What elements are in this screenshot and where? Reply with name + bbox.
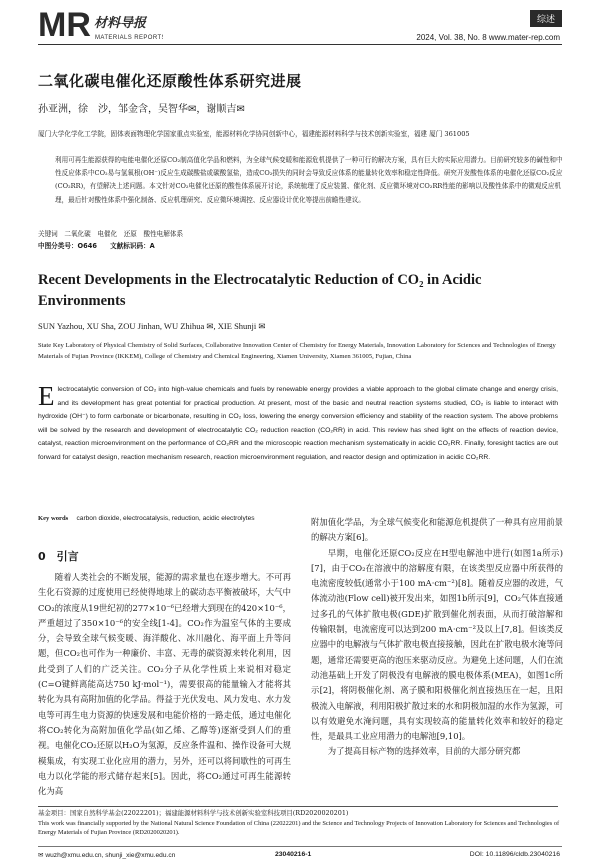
issue-info: 2024, Vol. 38, No. 8 www.mater-rep.com [416,33,560,42]
funding-footnote [38,809,560,838]
classification-chinese: 中图分类号：O646 文献标识码：A [38,242,155,250]
page-number: 23040216-1 [275,851,312,858]
logo-cn: 材料导报 [94,16,147,31]
corresponding-email: ✉ wuzh@xmu.edu.cn, shunji_xie@xmu.edu.cn [38,852,176,859]
keywords-english-list: carbon dioxide, electrocatalysis, reduction, acidic electrolytes [76,515,255,522]
body-column-right [311,515,563,760]
affiliation-english: State Key Laboratory of Physical Chemistry of Solid Surfaces, Collaborative Innovation Center of Chemistry for Energy Materials, Innovation Laboratory for Sciences and Technologies of Energy Materials of Fujian Province (IKKEM), College of Chemistry and Chemical Engineering, Xiamen University, Xiamen 361005, Fujian, China [38,342,556,361]
authors-chinese: 孙亚洲，徐 沙，邹金含，吴智华✉，谢顺吉✉ [38,104,245,115]
affiliation-chinese: 厦门大学化学化工学院，固体表面物理化学国家重点实验室，能源材料化学协同创新中心，福建能源材料科学与技术创新实验室，福建 厦门 361005 [38,130,470,138]
keywords-english-label: Key words [38,515,69,522]
body-column-left [38,570,291,799]
paragraph: 早期，电催化还原CO₂反应在H型电解池中进行(如图1a所示)[7]，由于CO₂在溶液中的溶解度有限，在该类型反应器中所获得的电流密度较低(通常小于100 mA·cm⁻²)[8]。随着反应器的改进，气体流动池(Flow cell)被开发出来，如图1b所示[9]，CO₂气体直接通过多孔的气体扩散电极(GDE)扩散到催化剂表面，从而打破溶解和传输限制，电流密度可以达到200 mA·cm⁻²及以上[7,8]。但该类反应器中的电解液与气体扩散电极直接接触，因此在扩散电极水淹等问题，通常还需要更高的泡压来驱动反应。为避免上述问题，人们在流动池基础上开发了阴极没有电解液的膜电极体系(MEA)，如图1c所示[2]，将阴极催化剂、离子膜和阳极催化剂直接热压在一起，且阳极流入电解液，利用阳极扩散过来的水和阴极加湿的水作为氢源，可以有效避免水淹问题，具有实现较高的能量转化效率和较好的稳定性，是最具工业应用潜力的电解池[9,10]。 [311,547,563,742]
abstract-english [38,383,558,465]
keywords-chinese: 关键词 二氧化碳 电催化 还原 酸性电解体系 [38,230,184,238]
authors-english: SUN Yazhou, XU Sha, ZOU Jinhan, WU Zhihua ✉, XIE Shunji ✉ [38,321,266,331]
paragraph: 为了提高目标产物的选择效率，目前的大部分研究都 [327,746,521,757]
abstract-english-text: lectrocatalytic conversion of CO₂ into high-value chemicals and fuels by renewable energy provides a viable approach to the global climate change and energy crisis, and its development has great potential for practical production. At present, most of the basic and neutral reaction systems studied, CO₂ is liable to interact with hydroxide (OH⁻) to form carbonate or bicarbonate, resulting in CO₂ loss, lowering the energy conversion efficiency and stability of the reaction system. The above problems will be solved by the research and development of electrocatalytic CO₂ reduction reaction (CO₂RR) in acid. This review has shed light on the effects of reaction device, catalyst, reaction microenvironment on the performance of CO₂RR and the microscopic reaction mechanism systematically in acidic CO₂RR. Finally, foresight tactics are out forward for catalyst design, reaction mechanism research, reaction microenvironment regulation, and reactor design and optimization in acidic CO₂RR. [38,386,558,461]
footnote-divider [38,806,558,807]
funding-en: This work was financially supported by the National Natural Science Foundation of China (22022201) and the Science and Technology Projects of Innovation Laboratory for Sciences and Technologies of Energy Materials of Fujian Province (RD2020020201). [38,819,560,837]
logo-en: MATERIALS REPORTS [95,35,163,41]
paragraph: 附加值化学品，为全球气候变化和能源危机提供了一种具有应用前景的解决方案[6]。 [311,517,563,543]
header-divider [38,44,562,45]
section-badge: 综述 [530,10,562,27]
journal-logo [38,5,163,47]
abstract-chinese: 利用可再生能源获得的电能电催化还原CO₂制高值化学品和燃料，为全球气候变暖和能源危机提供了一种可行的解决方案，具有巨大的实际应用潜力。目前研究较多的碱性和中性反应体系中CO₂易与氢氧根(OH⁻)反应生成碳酸盐或碳酸氢盐，造成CO₂损失的同时会导致反应体系的能量转化效率和稳定性降低。研究开发酸性体系的电催化还原CO₂反应(CO₂RR)，有望解决上述问题。本文针对CO₂电催化还原的酸性体系展开讨论，系统梳理了反应装置、催化剂、反应微环境对CO₂RR性能的影响以及酸性体系中的微观反应机理，最后针对酸性体系中强化制备、反应机理研究、反应微环境调控、反应器设计优化等提出前瞻性建议。 [55,156,563,204]
funding-cn: 基金项目：国家自然科学基金(22022201)；福建能源材料科学与技术创新实验室科技项目(RD2020020201) [38,809,349,817]
title-chinese: 二氧化碳电催化还原酸性体系研究进展 [38,72,302,90]
title-english: Recent Developments in the Electrocatalytic Reduction of CO₂ in Acidic Environments [38,272,482,309]
drop-cap: E [38,381,55,411]
doi: DOI: 10.11896/cldb.23040216 [469,851,560,858]
keywords-english [38,515,255,522]
footer-divider [38,846,562,847]
section-heading-intro: 0 引言 [38,550,79,563]
logo-letters: MR [38,6,91,44]
paragraph: 随着人类社会的不断发展，能源的需求量也在逐步增大。不可再生化石资源的过度使用已经使得地球上的碳动态平衡被破坏，大气中CO₂的浓度从19世纪初的277×10⁻⁶已经增大到现在的420×10⁻⁶，严重超过了350×10⁻⁶的安全线[1-4]。CO₂作为温室气体的主要成分，会导致全球气候变暖、海洋酸化、冰川融化、海平面上升等问题，但CO₂也可作为一种廉价、丰富、无毒的碳资源来转化利用，因此受到了人们的广泛关注。CO₂分子从化学性质上来说相对稳定(C=O键鲜离能高达750 kJ·mol⁻¹)，需要很高的能量输入才能将其转化为具有高附加值的化学品。得益于光伏发电、风力发电、水力发电等可再生电力资源的快速发展和电能价格的一路走低，通过电催化将CO₂转化为高附加值化学品(如乙烯、乙醇等)逐渐受到人们的重视。电催化CO₂还原以H₂O为氢源，反应条件温和、操作设备可大规模集成，有实现工业化应用的潜力，另外，还可以将间歇性的可再生电力以化学能的形式储存起来[5]。因此，将CO₂通过可再生能源转化为高 [38,572,291,797]
